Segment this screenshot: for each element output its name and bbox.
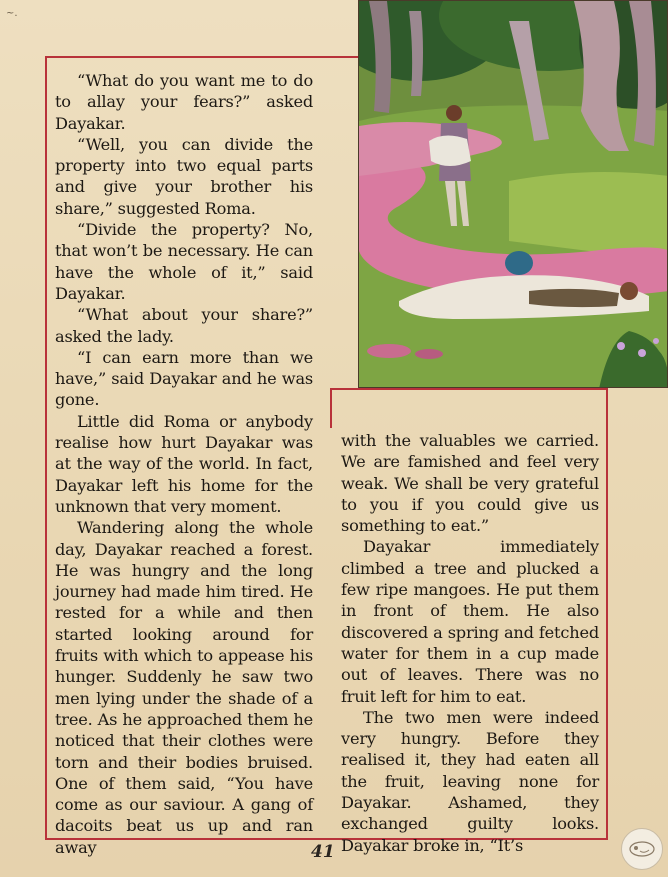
right-text-column xyxy=(341,430,599,856)
paragraph: with the valuables we carried. We are famished and feel very weak. We shall be very grateful to you if you could give us something to eat.” xyxy=(341,431,599,536)
corner-mark: ~. xyxy=(6,8,18,19)
frame-top-line xyxy=(45,56,358,58)
paragraph: “I can earn more than we have,” said Dayakar and he was gone. xyxy=(55,347,313,410)
paragraph: Wandering along the whole day, Dayakar reached a forest. He was hungry and the long journey had made him tired. He rested for a while and then started looking around for fruits with which to appease his hunger. Suddenly he saw two men lying under the shade of a tree. As he approached them he noticed that their clothes were torn and their bodies bruised. One of them said, “You have come as our saviour. A gang of dacoits beat us up and ran away xyxy=(55,518,313,857)
paragraph: Dayakar immediately climbed a tree and plucked a few ripe mangoes. He put them in front of them. He also discovered a spring and fetched water for them in a cup made out of leaves. There was no fruit left for him to eat. xyxy=(341,537,599,706)
paragraph: “Divide the property? No, that won’t be necessary. He can have the whole of it,” said Dayakar. xyxy=(55,220,313,303)
frame-right-line xyxy=(606,388,608,840)
frame-inner-line xyxy=(330,388,332,428)
paragraph: “Well, you can divide the property into two equal parts and give your brother his share,” suggested Roma. xyxy=(55,134,313,218)
page-number: 41 xyxy=(311,842,335,862)
frame-divider-line xyxy=(330,388,608,390)
paragraph: The two men were indeed very hungry. Before they realised it, they had eaten all the fruit, leaving none for Dayakar. Ashamed, they exchanged guilty looks. Dayakar broke in, “It’s xyxy=(341,707,599,855)
frame-left-line xyxy=(45,56,47,840)
left-text-column xyxy=(55,70,313,858)
watermark-stamp-icon xyxy=(621,828,663,870)
paragraph: “What about your share?” asked the lady. xyxy=(55,305,313,346)
forest-scene-illustration xyxy=(358,0,668,388)
paragraph: Little did Roma or anybody realise how hurt Dayakar was at the way of the world. In fact, Dayakar left his home for the unknown that very moment. xyxy=(55,411,313,516)
paragraph: “What do you want me to do to allay your fears?” asked Dayakar. xyxy=(55,71,313,133)
